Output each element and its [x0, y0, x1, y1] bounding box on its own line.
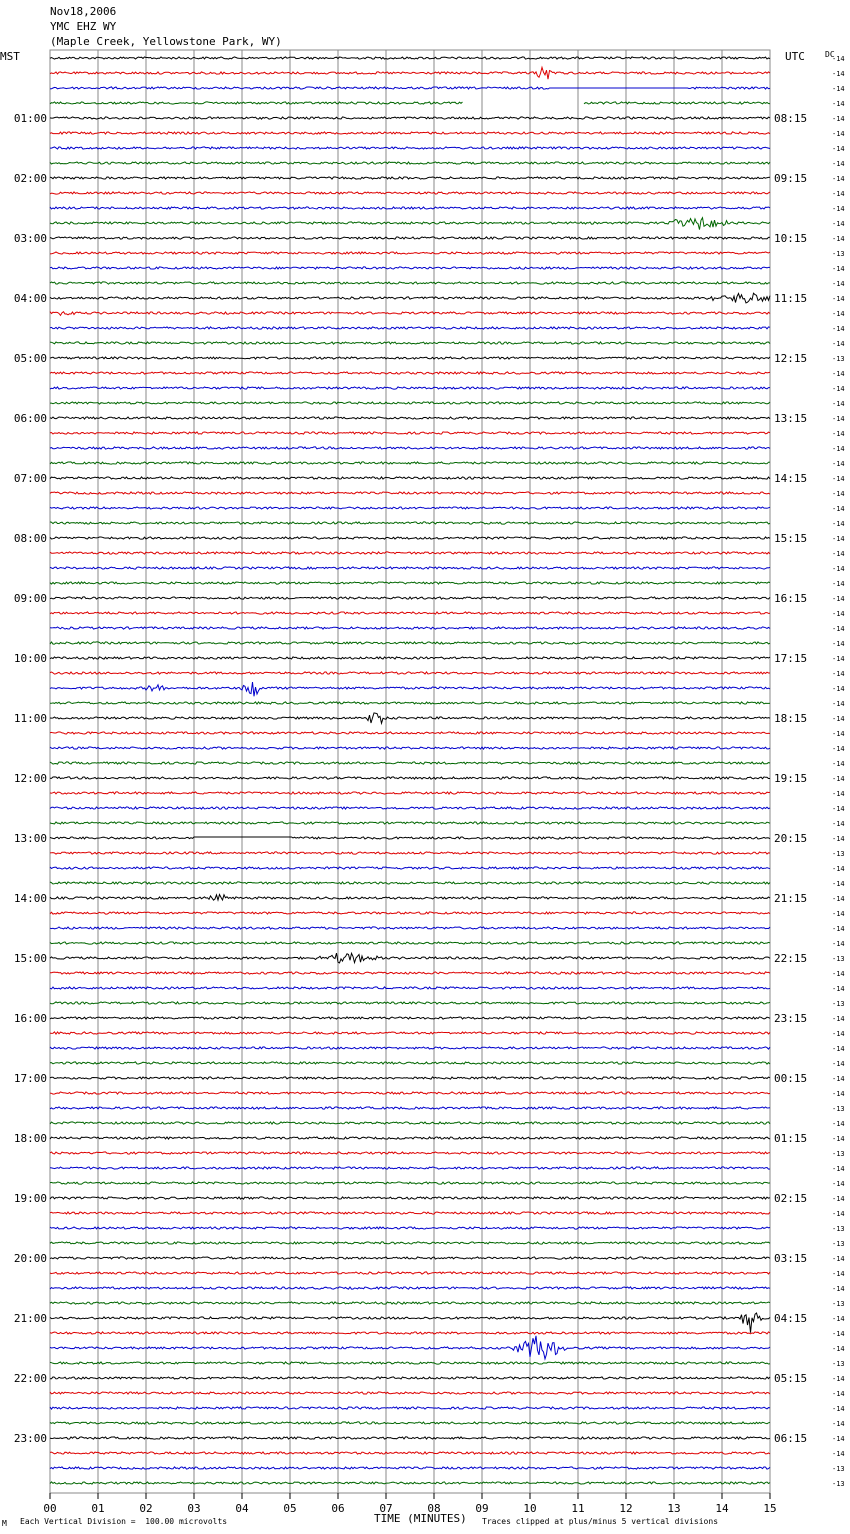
dc-offset-label: -14	[832, 490, 845, 498]
dc-offset-label: -14	[832, 835, 845, 843]
seismic-trace	[50, 1377, 770, 1379]
dc-offset-label: -14	[832, 1195, 845, 1203]
dc-offset-label: -14	[832, 730, 845, 738]
dc-offset-label: -14	[832, 385, 845, 393]
dc-offset-label: -14	[832, 535, 845, 543]
dc-offset-label: -14	[832, 340, 845, 348]
seismic-trace	[50, 597, 770, 599]
dc-offset-label: -14	[832, 1420, 845, 1428]
seismic-trace	[50, 713, 770, 723]
dc-offset-label: -14	[832, 580, 845, 588]
seismic-trace	[50, 218, 770, 230]
dc-offset-label: -14	[832, 1315, 845, 1323]
seismic-trace	[50, 1137, 770, 1139]
dc-offset-label: -14	[832, 1210, 845, 1218]
right-hour-label: 13:15	[774, 412, 808, 425]
seismic-trace	[50, 792, 770, 794]
dc-offset-label: -14	[832, 1255, 845, 1263]
dc-offset-label: -14	[832, 1120, 845, 1128]
seismic-trace	[50, 1257, 770, 1259]
x-tick-label: 11	[571, 1502, 585, 1515]
left-hour-label: 13:00	[13, 832, 47, 845]
dc-offset-label: -14	[832, 370, 845, 378]
dc-offset-label: -13	[832, 250, 845, 258]
dc-offset-label: -14	[832, 1405, 845, 1413]
right-hour-label: 11:15	[774, 292, 808, 305]
right-hour-label: 22:15	[774, 952, 808, 965]
right-hour-label: 19:15	[774, 772, 808, 785]
seismic-trace	[50, 492, 770, 494]
station-location: (Maple Creek, Yellowstone Park, WY)	[50, 35, 282, 48]
seismic-trace	[50, 582, 770, 584]
x-tick-label: 05	[283, 1502, 297, 1515]
dc-offset-label: -13	[832, 1300, 845, 1308]
dc-offset-label: -14	[832, 610, 845, 618]
dc-offset-label: -14	[832, 100, 845, 108]
plot-frame	[50, 50, 770, 1493]
dc-offset-label: -14	[832, 130, 845, 138]
x-tick-label: 10	[523, 1502, 537, 1515]
dc-offset-label: -14	[832, 1135, 845, 1143]
seismic-trace	[50, 1152, 770, 1154]
dc-offset-label: -14	[832, 910, 845, 918]
seismic-trace	[50, 1182, 770, 1184]
seismic-trace	[50, 522, 770, 524]
seismic-trace	[50, 1437, 770, 1439]
dc-offset-label: -13	[832, 1150, 845, 1158]
dc-offset-label: -14	[832, 970, 845, 978]
right-hour-label: 16:15	[774, 592, 808, 605]
seismic-trace	[50, 1467, 770, 1469]
dc-offset-label: -14	[832, 1330, 845, 1338]
seismic-trace	[50, 807, 770, 809]
dc-offset-label: -14	[832, 475, 845, 483]
dc-offset-label: -14	[832, 865, 845, 873]
seismic-trace	[50, 942, 770, 944]
x-tick-label: 12	[619, 1502, 633, 1515]
x-tick-label: 06	[331, 1502, 345, 1515]
seismic-trace	[50, 1272, 770, 1274]
seismic-trace	[50, 895, 770, 901]
right-hour-label: 14:15	[774, 472, 808, 485]
chart-date: Nov18,2006	[50, 5, 117, 18]
x-tick-label: 01	[91, 1502, 105, 1515]
dc-offset-label: -14	[832, 145, 845, 153]
seismic-trace	[50, 1227, 770, 1229]
dc-offset-label: -14	[832, 940, 845, 948]
dc-offset-label: -13	[832, 850, 845, 858]
left-hour-label: 02:00	[13, 172, 47, 185]
seismic-trace	[50, 1242, 770, 1244]
seismic-trace	[50, 702, 770, 704]
seismic-trace	[50, 822, 770, 824]
dc-offset-label: -14	[832, 775, 845, 783]
dc-offset-label: -14	[832, 520, 845, 528]
seismic-trace	[50, 293, 770, 303]
right-hour-label: 02:15	[774, 1192, 808, 1205]
dc-offset-label: -14	[832, 175, 845, 183]
seismic-trace	[50, 1212, 770, 1214]
seismic-trace	[50, 1047, 770, 1049]
dc-offset-label: -14	[832, 700, 845, 708]
seismic-trace	[50, 1167, 770, 1169]
seismic-trace	[50, 642, 770, 644]
seismic-trace	[50, 237, 770, 239]
right-hour-label: 21:15	[774, 892, 808, 905]
dc-offset-label: -14	[832, 655, 845, 663]
seismic-trace	[50, 57, 770, 59]
dc-offset-label: -14	[832, 85, 845, 93]
seismic-trace	[50, 1407, 770, 1409]
x-tick-label: 00	[43, 1502, 57, 1515]
dc-offset-label: -13	[832, 1465, 845, 1473]
left-hour-label: 08:00	[13, 532, 47, 545]
dc-offset-label: -13	[832, 1225, 845, 1233]
x-axis-title: TIME (MINUTES)	[374, 1512, 467, 1525]
dc-offset-label: -14	[832, 1165, 845, 1173]
right-hour-label: 03:15	[774, 1252, 808, 1265]
dc-offset-label: -14	[832, 310, 845, 318]
dc-offset-label: -14	[832, 1015, 845, 1023]
dc-offset-label: -13	[832, 955, 845, 963]
seismic-trace	[50, 402, 770, 404]
seismic-trace	[50, 1077, 770, 1079]
seismic-trace	[50, 1392, 770, 1394]
right-hour-label: 23:15	[774, 1012, 808, 1025]
seismic-trace	[50, 117, 770, 119]
dc-offset-label: -14	[832, 1045, 845, 1053]
seismic-trace	[50, 882, 770, 884]
seismic-trace	[50, 657, 770, 659]
seismic-trace	[50, 552, 770, 554]
seismic-trace	[50, 102, 770, 104]
right-hour-label: 20:15	[774, 832, 808, 845]
seismic-trace	[50, 927, 770, 929]
right-hour-label: 15:15	[774, 532, 808, 545]
dc-offset-label: -14	[832, 160, 845, 168]
seismic-trace	[50, 987, 770, 989]
seismic-trace	[50, 1302, 770, 1304]
dc-offset-label: -13	[832, 1000, 845, 1008]
seismic-trace	[50, 1336, 770, 1359]
seismic-trace	[50, 1122, 770, 1124]
dc-offset-label: -14	[832, 115, 845, 123]
seismic-trace	[50, 953, 770, 963]
left-hour-label: 23:00	[13, 1432, 47, 1445]
dc-offset-label: -14	[832, 1375, 845, 1383]
dc-offset-label: -14	[832, 220, 845, 228]
dc-offset-label: -14	[832, 685, 845, 693]
dc-offset-label: -14	[832, 1180, 845, 1188]
seismic-trace	[50, 852, 770, 854]
dc-offset-label: -14	[832, 235, 845, 243]
x-tick-label: 08	[427, 1502, 441, 1515]
left-hour-label: 20:00	[13, 1252, 47, 1265]
dc-offset-label: -14	[832, 985, 845, 993]
dc-offset-label: -14	[832, 670, 845, 678]
x-tick-label: 02	[139, 1502, 153, 1515]
dc-offset-label: -14	[832, 190, 845, 198]
left-hour-label: 01:00	[13, 112, 47, 125]
left-hour-label: 09:00	[13, 592, 47, 605]
seismic-trace	[50, 537, 770, 539]
seismic-trace	[50, 132, 770, 134]
seismic-trace	[50, 762, 770, 764]
left-hour-label: 12:00	[13, 772, 47, 785]
seismic-trace	[50, 777, 770, 779]
left-hour-label: 06:00	[13, 412, 47, 425]
left-hour-label: 22:00	[13, 1372, 47, 1385]
dc-offset-label: -14	[832, 1030, 845, 1038]
seismic-trace	[50, 1017, 770, 1019]
dc-offset-label: -14	[832, 640, 845, 648]
right-hour-label: 06:15	[774, 1432, 808, 1445]
dc-offset-label: -14	[832, 1345, 845, 1353]
left-hour-label: 07:00	[13, 472, 47, 485]
seismic-trace	[50, 672, 770, 674]
dc-offset-label: -14	[832, 265, 845, 273]
left-hour-label: 05:00	[13, 352, 47, 365]
dc-offset-label: -14	[832, 1450, 845, 1458]
dc-offset-label: -14	[832, 895, 845, 903]
seismic-trace	[50, 177, 770, 179]
left-hour-label: 14:00	[13, 892, 47, 905]
seismic-trace	[50, 387, 770, 389]
right-timezone-label: UTC	[785, 50, 805, 63]
right-hour-label: 01:15	[774, 1132, 808, 1145]
clip-note: Traces clipped at plus/minus 5 vertical divisions	[482, 1517, 719, 1526]
seismic-trace	[50, 1032, 770, 1034]
x-tick-label: 14	[715, 1502, 729, 1515]
x-tick-label: 04	[235, 1502, 249, 1515]
dc-offset-label: -14	[832, 820, 845, 828]
dc-offset-label: -14	[832, 445, 845, 453]
seismic-trace	[50, 507, 770, 509]
scale-marker: M	[2, 1519, 7, 1528]
dc-offset-label: -14	[832, 70, 845, 78]
seismic-trace	[50, 567, 770, 569]
dc-offset-label: -14	[832, 715, 845, 723]
seismic-trace	[50, 207, 770, 209]
seismic-trace	[50, 282, 770, 284]
dc-offset-label: -13	[832, 1105, 845, 1113]
dc-offset-label: -14	[832, 400, 845, 408]
dc-offset-label: -14	[832, 1390, 845, 1398]
seismic-trace	[50, 1332, 770, 1334]
dc-offset-label: -13	[832, 355, 845, 363]
station-code: YMC EHZ WY	[50, 20, 117, 33]
seismic-trace	[50, 732, 770, 734]
seismic-trace	[50, 462, 770, 464]
seismic-trace	[50, 1002, 770, 1004]
right-hour-label: 08:15	[774, 112, 808, 125]
left-hour-label: 18:00	[13, 1132, 47, 1145]
dc-offset-label: -14	[832, 1270, 845, 1278]
dc-offset-label: -14	[832, 1435, 845, 1443]
seismic-trace	[50, 1313, 770, 1333]
dc-offset-label: -14	[832, 925, 845, 933]
left-hour-label: 03:00	[13, 232, 47, 245]
dc-offset-label: -14	[832, 565, 845, 573]
seismic-trace	[50, 192, 770, 194]
right-hour-label: 18:15	[774, 712, 808, 725]
x-tick-label: 09	[475, 1502, 489, 1515]
seismic-trace	[50, 1092, 770, 1094]
right-hour-label: 09:15	[774, 172, 808, 185]
x-tick-label: 13	[667, 1502, 681, 1515]
seismic-trace	[50, 1197, 770, 1199]
dc-offset-label: -14	[832, 415, 845, 423]
seismic-trace	[50, 252, 770, 254]
seismic-trace	[50, 447, 770, 449]
dc-offset-label: -14	[832, 325, 845, 333]
dc-offset-label: -13	[832, 1480, 845, 1488]
dc-offset-label: -14	[832, 550, 845, 558]
left-hour-label: 21:00	[13, 1312, 47, 1325]
seismic-trace	[50, 1362, 770, 1364]
x-tick-label: 03	[187, 1502, 201, 1515]
seismic-trace	[50, 372, 770, 374]
x-tick-label: 15	[763, 1502, 777, 1515]
seismic-trace	[50, 612, 770, 614]
seismic-trace	[50, 67, 770, 79]
dc-offset-label: -14	[832, 55, 845, 63]
dc-offset-label: -13	[832, 1360, 845, 1368]
dc-offset-label: -14	[832, 880, 845, 888]
seismic-trace	[50, 87, 770, 89]
seismic-trace	[50, 162, 770, 164]
x-tick-label: 07	[379, 1502, 393, 1515]
seismic-trace	[50, 1062, 770, 1064]
dc-offset-label: -14	[832, 205, 845, 213]
scale-note: Each Vertical Division = 100.00 microvolts	[20, 1517, 228, 1526]
seismic-trace	[50, 1422, 770, 1424]
seismic-trace	[50, 1107, 770, 1109]
seismic-trace	[50, 417, 770, 419]
left-hour-label: 15:00	[13, 952, 47, 965]
seismic-trace	[50, 147, 770, 149]
seismic-trace	[50, 1287, 770, 1289]
seismic-trace	[50, 912, 770, 914]
dc-offset-label: -14	[832, 1060, 845, 1068]
left-timezone-label: MST	[0, 50, 20, 63]
seismic-trace	[50, 867, 770, 869]
right-hour-label: 17:15	[774, 652, 808, 665]
dc-offset-label: -14	[832, 295, 845, 303]
left-hour-label: 16:00	[13, 1012, 47, 1025]
left-hour-label: 10:00	[13, 652, 47, 665]
dc-offset-label: -14	[832, 505, 845, 513]
seismic-trace	[50, 267, 770, 269]
dc-offset-label: -13	[832, 1240, 845, 1248]
right-hour-label: 00:15	[774, 1072, 808, 1085]
dc-offset-label: -14	[832, 790, 845, 798]
seismic-trace	[50, 327, 770, 329]
dc-offset-label: -14	[832, 745, 845, 753]
dc-offset-label: -14	[832, 760, 845, 768]
right-hour-label: 12:15	[774, 352, 808, 365]
dc-label: DC	[825, 50, 835, 59]
left-hour-label: 19:00	[13, 1192, 47, 1205]
seismic-trace	[50, 477, 770, 479]
right-hour-label: 05:15	[774, 1372, 808, 1385]
seismic-trace	[50, 342, 770, 344]
dc-offset-label: -14	[832, 805, 845, 813]
dc-offset-label: -14	[832, 280, 845, 288]
seismic-trace	[50, 837, 770, 839]
right-hour-label: 10:15	[774, 232, 808, 245]
left-hour-label: 04:00	[13, 292, 47, 305]
seismic-trace	[50, 747, 770, 749]
dc-offset-label: -14	[832, 1090, 845, 1098]
seismic-trace	[50, 312, 770, 316]
seismic-trace	[50, 432, 770, 434]
dc-offset-label: -14	[832, 430, 845, 438]
seismic-trace	[50, 1482, 770, 1484]
dc-offset-label: -14	[832, 625, 845, 633]
seismic-trace	[50, 357, 770, 359]
left-hour-label: 11:00	[13, 712, 47, 725]
left-hour-label: 17:00	[13, 1072, 47, 1085]
seismic-trace	[50, 972, 770, 974]
dc-offset-label: -14	[832, 1075, 845, 1083]
right-hour-label: 04:15	[774, 1312, 808, 1325]
seismic-trace	[50, 627, 770, 629]
seismic-trace	[50, 1452, 770, 1454]
dc-offset-label: -14	[832, 460, 845, 468]
dc-offset-label: -14	[832, 595, 845, 603]
seismic-trace	[50, 682, 770, 696]
dc-offset-label: -14	[832, 1285, 845, 1293]
